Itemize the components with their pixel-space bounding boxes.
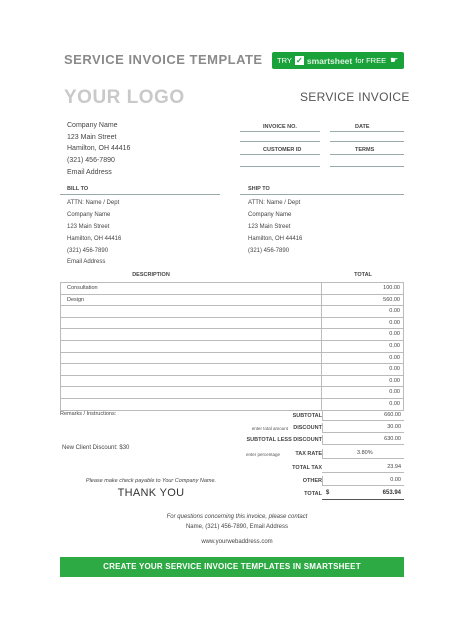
item-amount[interactable]: 0.00 xyxy=(322,399,404,410)
tax-rate-label: TAX RATE xyxy=(295,451,322,457)
pointer-icon: ☛ xyxy=(390,55,399,65)
invoice-no-rule xyxy=(240,131,320,132)
template-title: SERVICE INVOICE TEMPLATE xyxy=(64,52,263,67)
customer-id-field[interactable] xyxy=(240,166,320,167)
company-name: Company Name xyxy=(67,122,118,129)
items-table xyxy=(60,282,404,411)
item-row xyxy=(61,329,404,341)
invoice-no-field[interactable] xyxy=(240,141,320,142)
total-tax-label: TOTAL TAX xyxy=(292,465,322,471)
company-phone: (321) 456-7890 xyxy=(67,157,115,164)
other-label: OTHER xyxy=(302,478,322,484)
item-row xyxy=(61,387,404,399)
company-street: 123 Main Street xyxy=(67,134,117,141)
checkmark-icon: ✓ xyxy=(296,56,303,65)
item-row xyxy=(61,283,404,295)
subtotal-less-label: SUBTOTAL LESS DISCOUNT xyxy=(246,437,322,443)
ship-to-rule xyxy=(240,194,404,195)
item-row xyxy=(61,399,404,411)
item-description[interactable]: Design xyxy=(61,295,322,306)
ship-to-line: (321) 456-7890 xyxy=(248,248,290,254)
tax-hint: enter percentage xyxy=(245,452,280,457)
grand-total-value: 653.94 xyxy=(382,490,401,496)
try-smartsheet-button[interactable] xyxy=(272,52,404,69)
item-amount[interactable]: 0.00 xyxy=(322,387,404,398)
try-label: TRY xyxy=(277,56,292,65)
item-amount[interactable]: 100.00 xyxy=(322,283,404,294)
terms-rule xyxy=(330,154,404,155)
document-title: SERVICE INVOICE xyxy=(300,90,410,104)
item-description[interactable]: Consultation xyxy=(61,283,322,294)
total-rule xyxy=(322,499,404,500)
item-row xyxy=(61,364,404,376)
item-description[interactable] xyxy=(61,364,322,375)
item-description[interactable] xyxy=(61,376,322,387)
remarks-label: Remarks / Instructions: xyxy=(60,411,117,417)
customer-id-rule xyxy=(240,154,320,155)
item-amount[interactable]: 560.00 xyxy=(322,295,404,306)
discount-label: DISCOUNT xyxy=(293,425,322,431)
date-field[interactable] xyxy=(330,141,404,142)
bill-to-line: Company Name xyxy=(67,212,111,218)
item-amount[interactable]: 0.00 xyxy=(322,353,404,364)
company-email: Email Address xyxy=(67,169,112,176)
ship-to-line: 123 Main Street xyxy=(248,224,291,230)
item-amount[interactable]: 0.00 xyxy=(322,329,404,340)
currency-symbol: $ xyxy=(326,490,330,496)
logo-placeholder: YOUR LOGO xyxy=(64,87,185,108)
item-row xyxy=(61,295,404,307)
check-note: Please make check payable to Your Company Name. xyxy=(85,478,217,484)
total-label: TOTAL xyxy=(304,491,322,497)
item-amount[interactable]: 0.00 xyxy=(322,318,404,329)
discount-hint: enter total amount xyxy=(251,426,288,431)
bill-to-line: Hamilton, OH 44416 xyxy=(67,236,122,242)
subtotal-value: 660.00 xyxy=(322,411,404,421)
bill-to-label: BILL TO xyxy=(67,186,89,192)
new-client-discount: New Client Discount: $30 xyxy=(62,445,130,451)
invoice-no-label: INVOICE NO. xyxy=(263,124,297,130)
item-description[interactable] xyxy=(61,329,322,340)
other-value[interactable]: 0.00 xyxy=(322,476,404,486)
date-label: DATE xyxy=(355,124,370,130)
item-amount[interactable]: 0.00 xyxy=(322,376,404,387)
questions-line: For questions concerning this invoice, please contact xyxy=(166,514,308,520)
bill-to-rule xyxy=(60,194,220,195)
website-link[interactable]: www.yourwebaddress.com xyxy=(201,539,273,545)
contact-line: Name, (321) 456-7890, Email Address xyxy=(185,524,289,530)
item-amount[interactable]: 0.00 xyxy=(322,341,404,352)
item-amount[interactable]: 0.00 xyxy=(322,364,404,375)
item-description[interactable] xyxy=(61,353,322,364)
subtotal-label: SUBTOTAL xyxy=(292,413,322,419)
ship-to-line: Hamilton, OH 44416 xyxy=(248,236,303,242)
brand-label: smartsheet xyxy=(306,55,353,66)
subtotal-less-value: 630.00 xyxy=(322,435,404,445)
bill-to-line: 123 Main Street xyxy=(67,224,110,230)
tax-rate-value[interactable]: 3.80% xyxy=(322,449,404,459)
item-description[interactable] xyxy=(61,341,322,352)
item-row xyxy=(61,318,404,330)
item-row xyxy=(61,306,404,318)
terms-field[interactable] xyxy=(330,166,404,167)
item-amount[interactable]: 0.00 xyxy=(322,306,404,317)
discount-value[interactable]: 30.00 xyxy=(322,423,404,433)
thank-you: THANK YOU xyxy=(117,487,185,499)
bill-to-line: (321) 456-7890 xyxy=(67,248,109,254)
item-row xyxy=(61,376,404,388)
item-description[interactable] xyxy=(61,387,322,398)
bill-to-line: Email Address xyxy=(67,259,106,265)
total-header: TOTAL xyxy=(354,272,372,278)
item-row xyxy=(61,341,404,353)
ship-to-line: ATTN: Name / Dept xyxy=(248,200,301,206)
terms-label: TERMS xyxy=(355,147,375,153)
ship-to-line: Company Name xyxy=(248,212,292,218)
item-description[interactable] xyxy=(61,306,322,317)
item-row xyxy=(61,353,404,365)
bill-to-line: ATTN: Name / Dept xyxy=(67,200,120,206)
ship-to-label: SHIP TO xyxy=(248,186,270,192)
company-city: Hamilton, OH 44416 xyxy=(67,145,131,152)
description-header: DESCRIPTION xyxy=(132,272,170,278)
item-description[interactable] xyxy=(61,318,322,329)
date-rule xyxy=(330,131,404,132)
customer-id-label: CUSTOMER ID xyxy=(263,147,302,153)
item-description[interactable] xyxy=(61,399,322,410)
create-templates-banner[interactable]: CREATE YOUR SERVICE INVOICE TEMPLATES IN SMARTSHEET xyxy=(60,557,404,577)
for-free-label: for FREE xyxy=(355,56,387,65)
total-tax-value: 23.94 xyxy=(322,463,404,473)
